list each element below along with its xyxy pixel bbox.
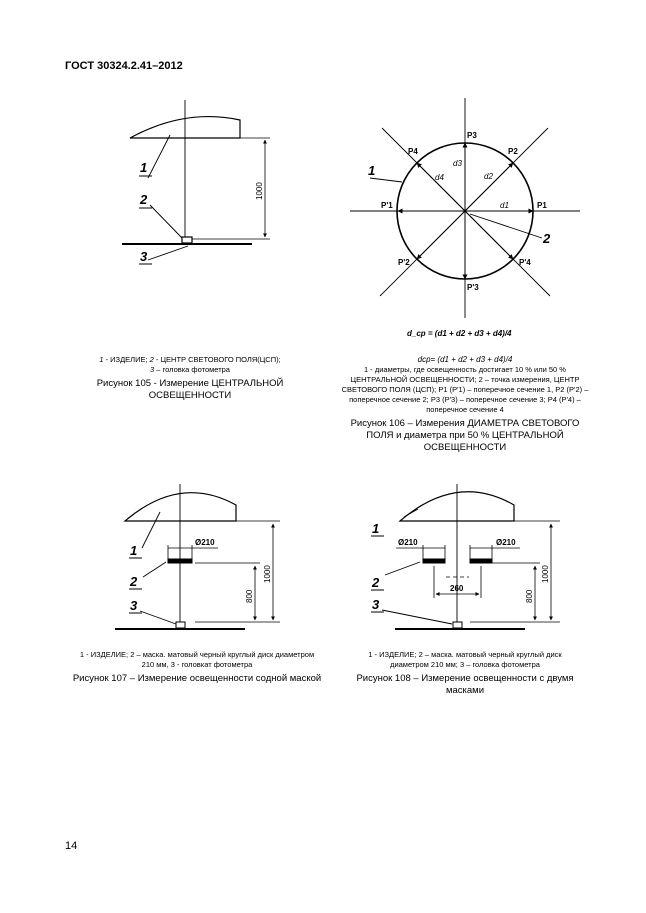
fig106-d4: d4 <box>435 173 444 182</box>
document-header: ГОСТ 30324.2.41–2012 <box>65 60 183 72</box>
fig108-label-2: 2 <box>372 575 380 590</box>
fig108-disk-left-label: Ø210 <box>398 538 418 547</box>
fig108-legend: 1 - ИЗДЕЛИЕ; 2 – маска. матовый черный круглый диск диаметром 210 мм; 3 – головка фотометра <box>368 650 562 669</box>
fig107-label-3: 3 <box>130 598 138 613</box>
fig106-title: Рисунок 106 – Измерения ДИАМЕТРА СВЕТОВОГО ПОЛЯ и диаметра при 50 % ЦЕНТРАЛЬНОЙ ОСВЕЩЕННОСТИ <box>350 418 580 453</box>
fig106-caption <box>340 355 590 454</box>
fig106-pp3: P'3 <box>467 283 479 292</box>
photometer-head <box>176 622 185 628</box>
fig106-p2: P2 <box>508 147 518 156</box>
fig108-gap-label: 260 <box>450 584 464 593</box>
fig106-d1: d1 <box>500 201 509 210</box>
luminaire-dome <box>125 493 236 521</box>
figure-105-diagram <box>122 100 270 260</box>
fig105-label-2: 2 <box>140 192 148 207</box>
fig105-legend: 1 - ИЗДЕЛИЕ; 2 - ЦЕНТР СВЕТОВОГО ПОЛЯ(ЦСП); 3 – головка фотометра <box>99 355 281 374</box>
fig107-dimension-outer: 1000 <box>263 565 272 583</box>
fig107-legend: 1 - ИЗДЕЛИЕ; 2 – маска. матовый черный круглый диск диаметром 210 мм, 3 - головкат фотометра <box>79 650 315 669</box>
fig108-disk-right-label: Ø210 <box>496 538 516 547</box>
fig105-label-3: 3 <box>140 249 148 264</box>
photometer-head <box>182 237 192 243</box>
fig106-label-1: 1 <box>368 163 376 178</box>
fig106-p3: P3 <box>467 131 477 140</box>
fig108-label-1: 1 <box>372 521 380 536</box>
fig107-caption <box>62 650 332 685</box>
fig106-p4: P4 <box>408 147 418 156</box>
fig106-pp4: P'4 <box>519 258 531 267</box>
fig107-label-1: 1 <box>130 543 138 558</box>
mask-disk-left <box>423 559 445 563</box>
fig107-dimension-inner: 800 <box>245 589 254 603</box>
fig106-label-2: 2 <box>543 231 551 246</box>
page-number: 14 <box>65 840 78 852</box>
fig108-dimension-outer: 1000 <box>541 565 550 583</box>
fig108-caption <box>340 650 590 697</box>
fig106-pp2: P'2 <box>398 258 410 267</box>
fig105-caption <box>80 355 300 402</box>
fig107-disk-label: Ø210 <box>195 538 215 547</box>
fig105-title: Рисунок 105 - Измерение ЦЕНТРАЛЬНОЙ ОСВЕЩЕННОСТИ <box>96 378 284 401</box>
fig106-legend: 1 - диаметры, где освещенность достигает 10 % или 50 % ЦЕНТРАЛЬНОЙ ОСВЕЩЕННОСТИ; 2 – точка измерения, ЦЕНТР СВЕТОВОГО ПОЛЯ (ЦСП); P1 (P'1) – поперечное сечение 1, P2 (P'2) – поперечное сечение 2; P3 (P'3) – поперечное сечение 3; P4 (P'4) – поперечное сечение 4 <box>341 365 589 414</box>
fig106-d3: d3 <box>453 159 462 168</box>
fig107-label-2: 2 <box>130 574 138 589</box>
fig106-p1: P1 <box>537 201 547 210</box>
fig106-d2: d2 <box>484 172 493 181</box>
figure-108-diagram <box>382 484 560 629</box>
fig106-pp1: P'1 <box>381 201 393 210</box>
mask-disk <box>168 559 192 563</box>
fig107-title: Рисунок 107 – Измерение освещенности содной маской <box>72 673 322 684</box>
fig108-dimension-inner: 800 <box>525 589 534 603</box>
fig108-title: Рисунок 108 – Измерение освещенности с двумя масками <box>356 673 574 696</box>
mask-disk-right <box>470 559 492 563</box>
fig108-label-3: 3 <box>372 597 380 612</box>
figure-107-diagram <box>115 484 280 629</box>
fig105-dimension-label: 1000 <box>255 182 264 200</box>
fig105-label-1: 1 <box>140 160 148 175</box>
fig106-formula-drawing: d_ср = (d1 + d2 + d3 + d4)/4 <box>407 329 512 338</box>
photometer-head <box>453 622 462 628</box>
fig106-formula: dср= (d1 + d2 + d3 + d4)/4 <box>417 355 513 364</box>
